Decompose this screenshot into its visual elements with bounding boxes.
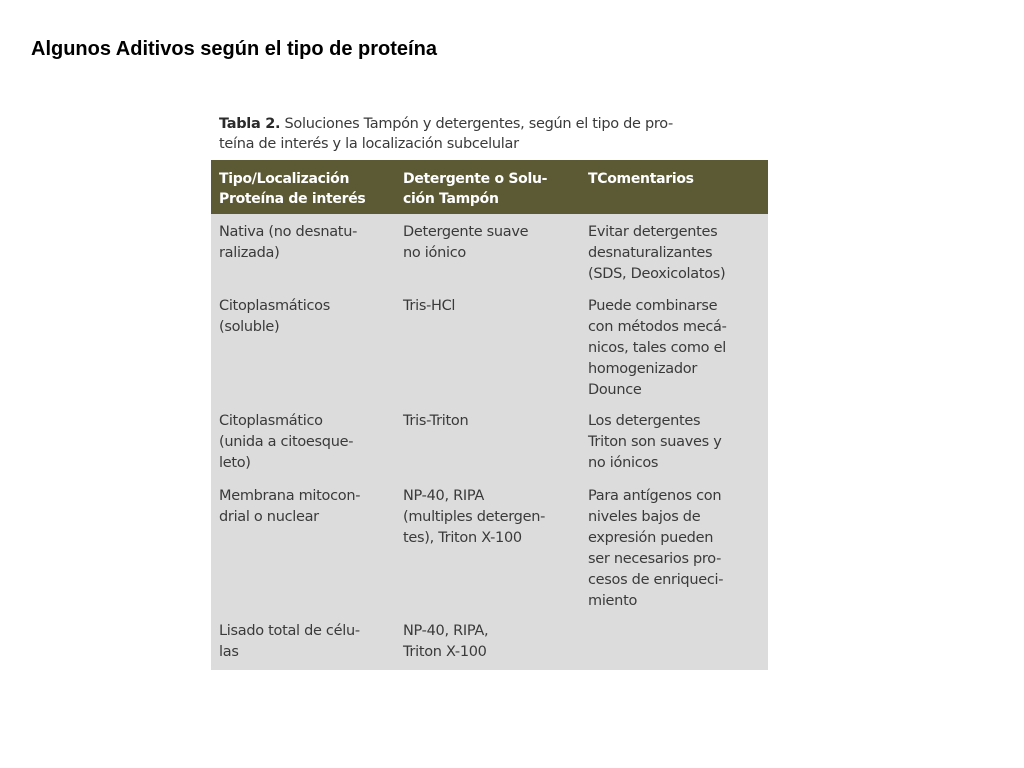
table-header <box>211 160 768 214</box>
cell-line: nicos, tales como el <box>588 340 726 356</box>
cell-line: Membrana mitocon- <box>219 488 361 504</box>
row-cell-detergent <box>403 296 455 317</box>
cell-line: Evitar detergentes <box>588 224 718 240</box>
row-cell-type <box>219 411 353 474</box>
cell-line: Nativa (no desnatu- <box>219 224 358 240</box>
cell-line: drial o nuclear <box>219 509 319 525</box>
cell-line: con métodos mecá- <box>588 319 727 335</box>
cell-line: Detergente suave <box>403 224 529 240</box>
row-cell-detergent <box>403 411 468 432</box>
caption-label: Tabla 2. <box>219 116 281 132</box>
cell-line: (soluble) <box>219 319 280 335</box>
cell-line: tes), Triton X-100 <box>403 530 522 546</box>
cell-line: leto) <box>219 455 251 471</box>
additives-table <box>211 160 768 670</box>
cell-line: expresión pueden <box>588 530 714 546</box>
header-col-detergent <box>403 169 547 209</box>
header-col-type-line: Tipo/Localización <box>219 171 350 187</box>
cell-line: Citoplasmáticos <box>219 298 331 314</box>
cell-line: NP-40, RIPA, <box>403 623 489 639</box>
cell-line: Tris-Triton <box>403 413 469 429</box>
header-col-detergent-line: Detergente o Solu- <box>403 171 548 187</box>
cell-line: homogenizador <box>588 361 698 377</box>
cell-line: (unida a citoesque- <box>219 434 354 450</box>
caption-text-1: Soluciones Tampón y detergentes, según el tipo de pro- <box>280 116 673 132</box>
row-cell-type <box>219 222 357 264</box>
cell-line: miento <box>588 593 638 609</box>
cell-line: Citoplasmático <box>219 413 323 429</box>
caption-line-2: teína de interés y la localización subcelular <box>219 136 519 152</box>
slide-title: Algunos Aditivos según el tipo de proteína <box>31 38 437 60</box>
row-cell-comments <box>588 222 725 285</box>
cell-line: Lisado total de célu- <box>219 623 360 639</box>
header-col-type <box>219 169 365 209</box>
row-cell-detergent <box>403 486 545 549</box>
header-col-comments-line: TComentarios <box>588 171 694 187</box>
header-col-type-line: Proteína de interés <box>219 191 366 207</box>
cell-line: Triton X-100 <box>403 644 487 660</box>
cell-line: Triton son suaves y <box>588 434 722 450</box>
cell-line: Puede combinarse <box>588 298 718 314</box>
cell-line: (multiples detergen- <box>403 509 546 525</box>
cell-line: Dounce <box>588 382 642 398</box>
cell-line: ralizada) <box>219 245 280 261</box>
cell-line: (SDS, Deoxicolatos) <box>588 266 726 282</box>
cell-line: niveles bajos de <box>588 509 701 525</box>
row-cell-type <box>219 621 360 663</box>
caption-line-1 <box>219 114 759 134</box>
cell-line: desnaturalizantes <box>588 245 713 261</box>
cell-line: cesos de enriqueci- <box>588 572 724 588</box>
row-cell-type <box>219 486 360 528</box>
row-cell-comments <box>588 486 723 612</box>
cell-line: Tris-HCl <box>403 298 456 314</box>
row-cell-comments <box>588 296 727 401</box>
cell-line: NP-40, RIPA <box>403 488 484 504</box>
row-cell-detergent <box>403 621 488 663</box>
header-col-detergent-line: ción Tampón <box>403 191 499 207</box>
cell-line: Para antígenos con <box>588 488 722 504</box>
table-caption <box>219 114 759 154</box>
cell-line: las <box>219 644 239 660</box>
header-col-comments <box>588 169 694 189</box>
cell-line: no iónico <box>403 245 466 261</box>
cell-line: no iónicos <box>588 455 659 471</box>
cell-line: ser necesarios pro- <box>588 551 722 567</box>
row-cell-type <box>219 296 330 338</box>
row-cell-detergent <box>403 222 528 264</box>
cell-line: Los detergentes <box>588 413 701 429</box>
row-cell-comments <box>588 411 721 474</box>
